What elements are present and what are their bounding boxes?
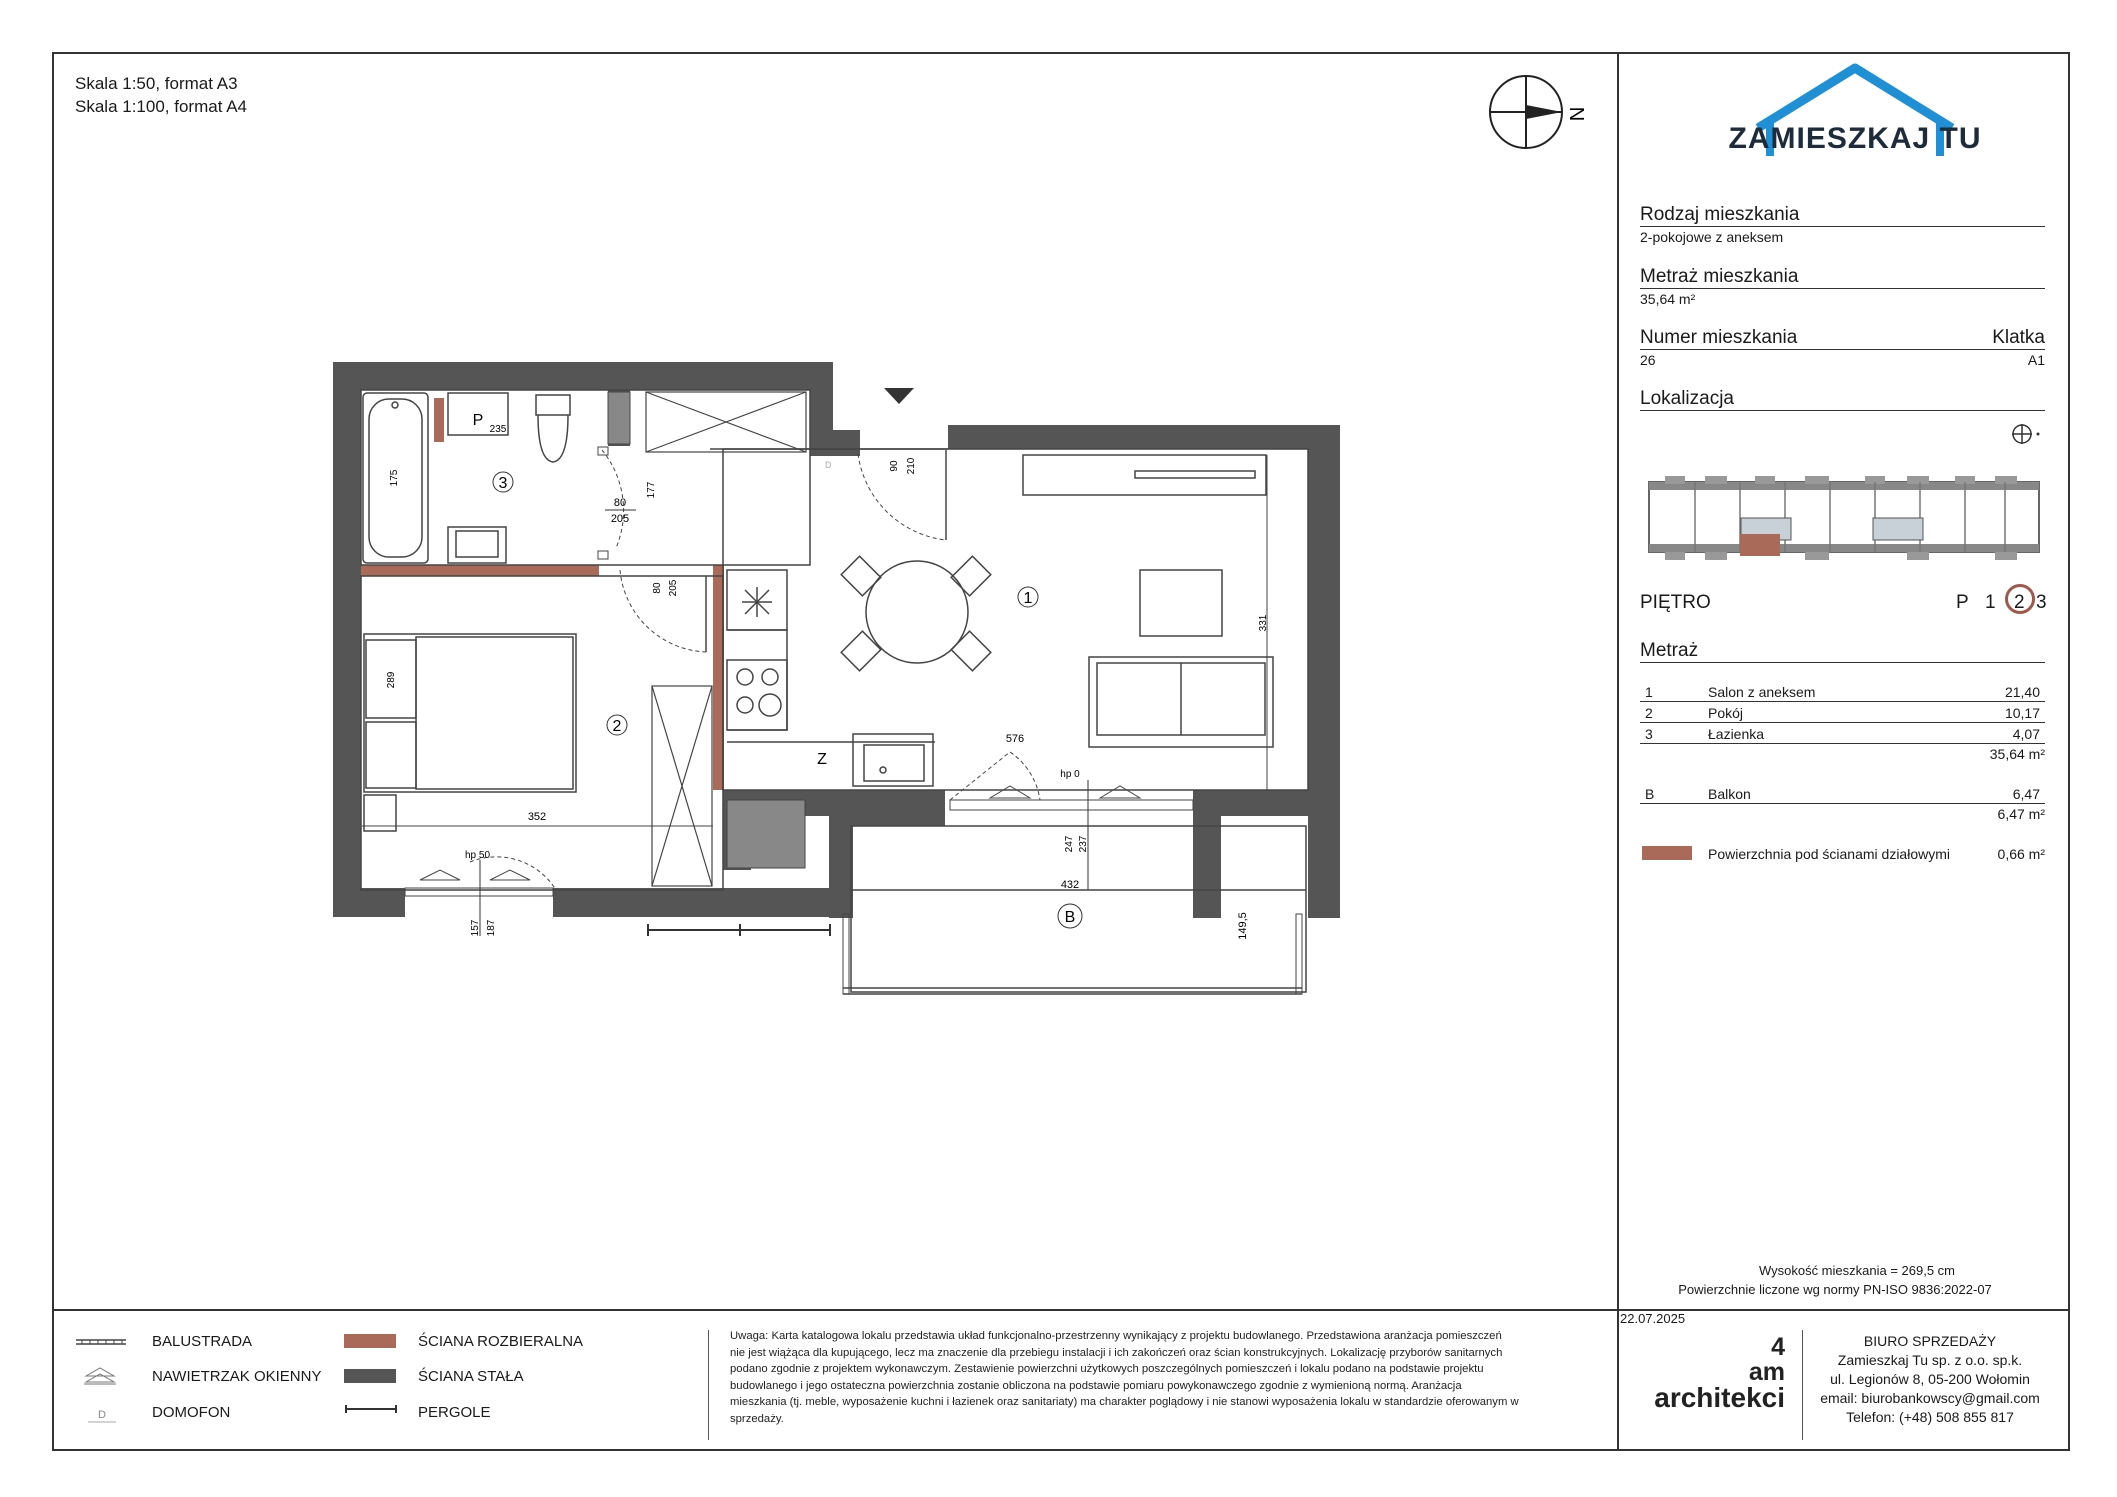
area-row-1-value: 21,40 — [2004, 684, 2040, 700]
bed — [364, 634, 576, 831]
dim-352: 352 — [527, 811, 547, 823]
kitchen-z-label: Z — [817, 751, 827, 768]
stair-value: A1 — [2027, 352, 2045, 368]
dining-table — [841, 556, 991, 671]
divider — [1640, 662, 2045, 663]
area-row-2-value: 10,17 — [2004, 705, 2040, 721]
dim-90: 90 — [889, 460, 900, 472]
bath-sink — [448, 527, 506, 563]
architect-logo: 4 am architekci — [1654, 1333, 1785, 1413]
number-label: Numer mieszkania — [1640, 327, 1798, 348]
divider — [708, 1330, 709, 1440]
legend-removable-swatch — [344, 1334, 396, 1348]
divider — [1640, 226, 2045, 227]
dim-205b: 205 — [668, 579, 679, 597]
window-room2 — [405, 870, 553, 896]
removable-wall-swatch — [1642, 846, 1692, 860]
compass-north-label: N — [1565, 106, 1587, 122]
dim-177: 177 — [646, 481, 657, 499]
area-row-3-value: 4,07 — [2012, 726, 2040, 742]
bath-p-label: P — [472, 412, 484, 429]
floor-level-3: 3 — [2036, 592, 2047, 613]
disclaimer: Uwaga: Karta katalogowa lokalu przedstawia układ funkcjonalno-przestrzenny wynikający z projektu budowlanego. Przedstawiona aranżacja pomieszczeń nie jest wiążąca dla kupującego, lecz ma znaczenie dla przebiegu instalacji i ich zakończeń oraz ścian konstrukcyjnych. Lokalizację przyborów sanitarnych podano zgodnie z projektem wykonawczym. Zestawienie powierzchni użytkowych poszczególnych pomieszczeń i lokalu podano na podstawie projektu budowlanego i jego ostateczna powierzchnia zostanie obliczona na podstawie pomiaru powykonawczego zgodnie z wymienioną normą. Aranżacja mieszkania (tj. meble, wyposażenie kuchni i łazienek oraz sanitariaty) ma charakter poglądowy i nie stanowi wyposażenia lokalu w standardzie oferowanym w sprzedaży. — [730, 1330, 1519, 1425]
dim-157: 157 — [470, 919, 481, 937]
fixed-walls — [333, 362, 1340, 918]
floor-label: PIĘTRO — [1640, 592, 1711, 613]
hp0-label: hp 0 — [1060, 769, 1080, 780]
legend-fixed-swatch — [344, 1369, 396, 1383]
intercom-symbol: D — [98, 1409, 106, 1421]
dim-210: 210 — [906, 457, 917, 475]
hp50-label: hp 50 — [465, 850, 491, 861]
areas-total: 35,64 m² — [1989, 746, 2045, 762]
area-row-1-no: 1 — [1645, 684, 1653, 700]
area-value: 35,64 m² — [1640, 291, 1696, 307]
legend-pergola-symbol — [344, 1402, 400, 1416]
tv-unit — [1023, 455, 1266, 495]
divider — [1640, 701, 2045, 702]
fridge-icon — [742, 587, 772, 617]
divider — [1617, 1310, 1619, 1451]
area-row-1-name: Salon z aneksem — [1708, 684, 1816, 700]
area-row-2-name: Pokój — [1708, 705, 1744, 721]
location-map — [1645, 472, 2045, 562]
footer-divider — [52, 1309, 2070, 1311]
balustrade-symbol — [76, 1340, 126, 1344]
shaft — [608, 392, 630, 444]
date: 22.07.2025 — [1620, 1311, 1686, 1326]
sidebar-divider — [1617, 52, 1619, 1310]
dim-331: 331 — [1258, 614, 1269, 632]
dim-80b: 80 — [652, 582, 663, 594]
dim-235: 235 — [489, 424, 507, 435]
floor-level-1: 1 — [1985, 592, 1996, 613]
floor-level-p: P — [1956, 592, 1969, 613]
wardrobe — [652, 686, 712, 886]
legend-vent: NAWIETRZAK OKIENNY — [152, 1368, 322, 1385]
stair-label: Klatka — [1992, 327, 2045, 348]
divider — [1640, 803, 2045, 804]
bath-cabinet — [646, 392, 806, 452]
scale-a3: Skala 1:50, format A3 — [75, 74, 238, 93]
balcony-name: Balkon — [1708, 786, 1751, 802]
divider — [1640, 349, 2045, 350]
dim-80: 80 — [613, 497, 627, 509]
room-2-label: 2 — [612, 718, 622, 735]
divider — [1802, 1330, 1803, 1440]
areas-title: Metraż — [1640, 640, 1699, 661]
dim-149-5: 149,5 — [1237, 912, 1249, 940]
legend-fixed: ŚCIANA STAŁA — [418, 1368, 524, 1385]
dim-289: 289 — [386, 671, 397, 689]
cooktop-icon — [737, 669, 781, 716]
room-3-label: 3 — [498, 475, 508, 492]
balcony-total: 6,47 m² — [1997, 806, 2045, 822]
coffee-table — [1140, 570, 1222, 636]
intercom-label: D — [825, 460, 832, 470]
dim-247: 247 — [1064, 835, 1075, 853]
entrance-arrow-icon — [884, 388, 914, 404]
dim-175: 175 — [389, 469, 400, 487]
balcony-balustrade — [843, 914, 1302, 994]
apartment-highlight — [1740, 534, 1780, 556]
legend-pergola: PERGOLE — [418, 1404, 491, 1421]
room-1-label: 1 — [1023, 590, 1033, 607]
dim-432: 432 — [1060, 879, 1080, 891]
location-label: Lokalizacja — [1640, 388, 1734, 409]
divider — [1640, 410, 2045, 411]
height-note: Wysokość mieszkania = 269,5 cm — [1758, 1263, 1955, 1278]
divider — [1640, 288, 2045, 289]
brand-name: ZAMIESZKAJ TU — [1728, 122, 1982, 155]
legend-balustrade: BALUSTRADA — [152, 1333, 253, 1350]
legend-symbols — [74, 1334, 134, 1434]
area-row-3-no: 3 — [1645, 726, 1653, 742]
balcony-no: B — [1645, 786, 1655, 802]
number-value: 26 — [1640, 352, 1656, 368]
legend-removable: ŚCIANA ROZBIERALNA — [418, 1333, 584, 1350]
dim-205: 205 — [610, 513, 630, 525]
balcony-label: B — [1064, 909, 1076, 926]
area-row-2-no: 2 — [1645, 705, 1653, 721]
area-row-3-name: Łazienka — [1708, 726, 1765, 742]
dim-187: 187 — [486, 919, 497, 937]
dim-237: 237 — [1078, 835, 1089, 853]
type-value: 2-pokojowe z aneksem — [1640, 229, 1784, 245]
sales-office: BIURO SPRZEDAŻY Zamieszkaj Tu sp. z o.o. sp.k. ul. Legionów 8, 05-200 Wołomin email: biurobankowscy@gmail.com Telefon: (+48) 508 855 817 — [1820, 1333, 2040, 1425]
balcony-value: 6,47 — [2012, 786, 2040, 802]
mini-compass-icon — [2010, 422, 2046, 446]
legend-intercom: DOMOFON — [152, 1404, 231, 1421]
area-label: Metraż mieszkania — [1640, 266, 1799, 287]
divider — [1640, 722, 2045, 723]
walls-area-value: 0,66 m² — [1997, 846, 2045, 862]
norm-note: Powierzchnie liczone wg normy PN-ISO 9836:2022-07 — [1678, 1282, 1992, 1297]
floor-level-2: 2 — [2014, 592, 2025, 613]
toilet — [536, 395, 570, 462]
kitchen-shaft — [727, 800, 805, 868]
divider — [1640, 743, 2045, 744]
scale-a4: Skala 1:100, format A4 — [75, 97, 247, 116]
vent-symbol — [84, 1368, 116, 1384]
sofa — [1089, 657, 1273, 747]
dim-576: 576 — [1005, 733, 1025, 745]
walls-area-name: Powierzchnia pod ścianami działowymi — [1708, 846, 1950, 862]
type-label: Rodzaj mieszkania — [1640, 204, 1800, 225]
